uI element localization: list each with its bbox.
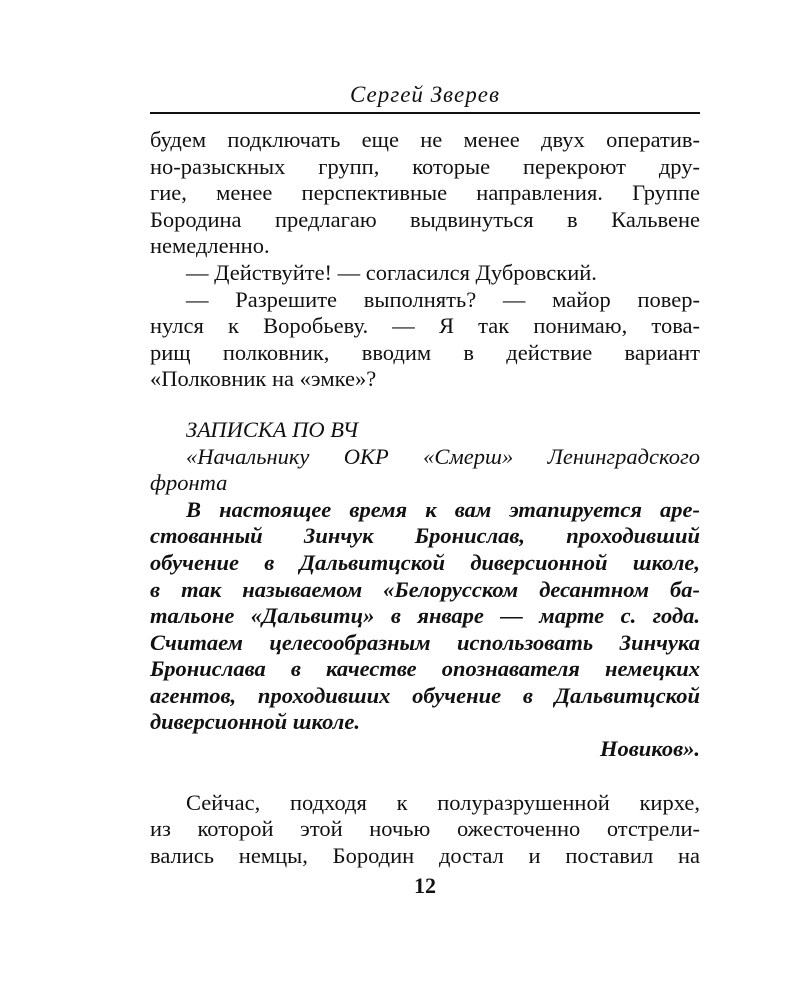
note-text-line: тальоне «Дальвитц» в январе — марте с. года. xyxy=(150,603,700,629)
note-text-line: Бронислава в качестве опознавателя немецких xyxy=(150,656,700,682)
note-text-line: В настоящее время к вам этапируется аре- xyxy=(186,496,700,522)
text-line: будем подключать еще не менее двух оператив- xyxy=(150,127,700,152)
text-line: немедленно. xyxy=(150,233,270,259)
page-body xyxy=(150,127,700,869)
dialogue-line: — Разрешите выполнять? — майор повер- xyxy=(186,286,700,312)
note-text-line: в так называемом «Белорусском десантном ба- xyxy=(150,576,700,602)
note-text-line: обучение в Дальвитцской диверсионной школе, xyxy=(150,549,700,575)
text-line: Бородина предлагаю выдвинуться в Кальвене xyxy=(150,206,700,232)
header-rule xyxy=(150,112,700,114)
note-addressee: «Начальнику ОКР «Смерш» Ленинградского xyxy=(186,443,700,469)
section-gap xyxy=(150,763,700,790)
note-text-line: диверсионной школе. xyxy=(150,709,360,735)
note-text-line: Считаем целесообразным использовать Зинчука xyxy=(150,629,700,655)
book-page xyxy=(150,80,700,869)
text-line: рищ полковник, вводим в действие вариант xyxy=(150,339,700,365)
dialogue-line: — Действуйте! — согласился Дубровский. xyxy=(186,259,597,285)
note-addressee: фронта xyxy=(150,470,228,496)
text-line: Сейчас, подходя к полуразрушенной кирхе, xyxy=(186,789,700,815)
note-signature: Новиков». xyxy=(599,736,700,762)
note-text-line: агентов, проходивших обучение в Дальвитцской xyxy=(150,682,700,708)
text-line: вались немцы, Бородин достал и поставил на xyxy=(150,842,700,868)
note-text-line: стованный Зинчук Бронислав, проходивший xyxy=(150,523,700,549)
running-header-author: Сергей Зверев xyxy=(350,82,500,107)
text-line: гие, менее перспективные направления. Группе xyxy=(150,180,700,206)
page-number: 12 xyxy=(414,873,436,898)
text-line: «Полковник на «эмке»? xyxy=(150,366,377,392)
text-line: из которой этой ночью ожесточенно отстрели- xyxy=(150,816,700,842)
text-line: нулся к Воробьеву. — Я так понимаю, това- xyxy=(150,313,700,339)
note-title: ЗАПИСКА ПО ВЧ xyxy=(186,416,359,442)
section-gap xyxy=(150,393,700,417)
text-line: но-разыскных групп, которые перекроют дру- xyxy=(150,153,700,179)
